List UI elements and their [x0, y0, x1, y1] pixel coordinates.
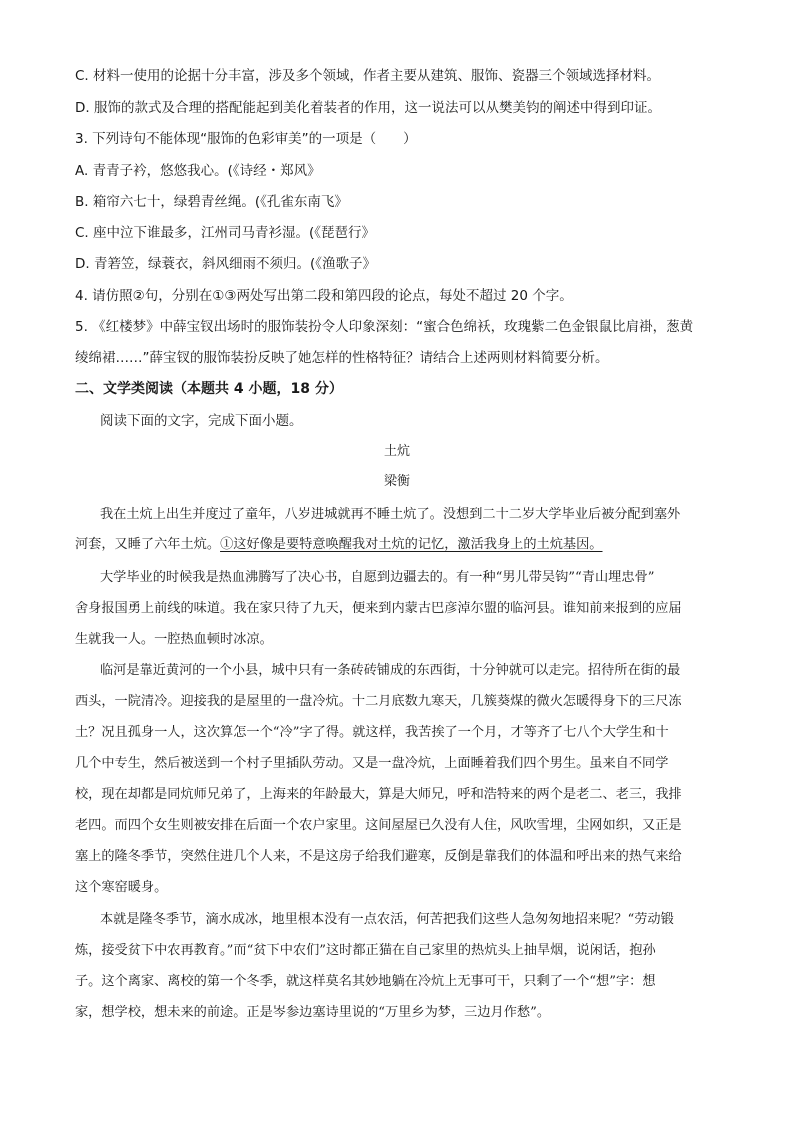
paragraph-3-line-5: 校，现在却都是同炕师兄弟了，上海来的年龄最大，算是大师兄，呼和浩特来的两个是老二、老三，我排	[75, 787, 682, 802]
underlined-sentence-1: ①这好像是要特意唤醒我对土炕的记忆，激活我身上的土炕基因。	[220, 537, 603, 552]
option-c: C. 材料一使用的论据十分丰富，涉及多个领域，作者主要从建筑、服饰、瓷器三个领域选择材料。	[75, 68, 661, 84]
paragraph-3-line-4: 几个中专生，然后被送到一个村子里插队劳动。又是一盘冷炕，上面睡着我们四个男生。虽来自不同学	[75, 756, 669, 771]
paragraph-3-line-6: 老四。而四个女生则被安排在后面一个农户家里。这间屋屋已久没有人住，风吹雪埋，尘网如织，又正是	[75, 818, 682, 833]
paragraph-4-line-3: 子。这个离家、离校的第一个冬季，就这样莫名其妙地躺在冷炕上无事可干，只剩了一个“想”字：想	[75, 974, 656, 989]
question-3-option-d: D. 青箬笠，绿蓑衣，斜风细雨不须归。(《渔歌子》	[75, 256, 376, 272]
question-5-line-2: 绫绵裙……”薛宝钗的服饰装扮反映了她怎样的性格特征？请结合上述两则材料简要分析。	[75, 350, 609, 366]
article-title: 土炕	[383, 444, 410, 459]
paragraph-4-line-1: 本就是隆冬季节，滴水成冰，地里根本没有一点农活，何苦把我们这些人急匆匆地招来呢？“劳动锻	[100, 912, 674, 927]
paragraph-4-line-2: 炼，接受贫下中农再教育。”而“贫下中农们”这时都正猫在自己家里的热炕头上抽旱烟，说闲话，抱孙	[75, 943, 656, 958]
option-d: D. 服饰的款式及合理的搭配能起到美化着装者的作用，这一说法可以从樊美钧的阐述中得到印证。	[75, 100, 661, 116]
article-author: 梁衡	[383, 474, 410, 489]
paragraph-3-line-8: 这个寒窑暖身。	[75, 880, 168, 895]
question-3: 3. 下列诗句不能体现“服饰的色彩审美”的一项是（ ）	[75, 131, 417, 147]
paragraph-1-line-2	[75, 535, 603, 555]
section-2-instruction: 阅读下面的文字，完成下面小题。	[100, 413, 303, 429]
question-3-option-b: B. 箱帘六七十，绿碧青丝绳。(《孔雀东南飞》	[75, 194, 348, 210]
question-5-line-1: 5. 《红楼梦》中薛宝钗出场时的服饰装扮令人印象深刻：“蜜合色绵袄，玫瑰紫二色金银鼠比肩褂，葱黄	[75, 319, 694, 335]
question-4: 4. 请仿照②句，分别在①③两处写出第二段和第四段的论点，每处不超过 20 个字。	[75, 288, 573, 304]
paragraph-3-line-2: 西头，一院清冷。迎接我的是屋里的一盘冷炕。十二月底数九寒天，几簇葵煤的微火怎暖得身下的三尺冻	[75, 694, 682, 709]
paragraph-3-line-7: 塞上的隆冬季节，突然住进几个人来，不是这房子给我们避寒，反倒是靠我们的体温和呼出来的热气来给	[75, 849, 682, 864]
question-3-option-c: C. 座中泣下谁最多，江州司马青衫湿。(《琵琶行》	[75, 225, 376, 241]
paragraph-3-line-1: 临河是靠近黄河的一个小县，城中只有一条砖砖铺成的东西街，十分钟就可以走完。招待所在街的最	[100, 663, 681, 678]
paragraph-3-line-3: 土？况且孤身一人，这次算怎一个“冷”字了得。就这样，我苦挨了一个月，才等齐了七八个大学生和十	[75, 725, 669, 740]
paragraph-1-line-1: 我在土炕上出生并度过了童年，八岁进城就再不睡土炕了。没想到二十二岁大学毕业后被分配到塞外	[100, 507, 681, 522]
paragraph-4-line-4: 家，想学校，想未来的前途。正是岑参边塞诗里说的“万里乡为梦，三边月作愁”。	[75, 1005, 551, 1020]
paragraph-2-line-3: 生就我一人。一腔热血顿时冰凉。	[75, 632, 273, 647]
paragraph-2-line-1: 大学毕业的时候我是热血沸腾写了决心书，自愿到边疆去的。有一种“男儿带吴钩”“青山埋忠骨”	[100, 570, 655, 585]
paragraph-2-line-2: 舍身报国勇上前线的味道。我在家只待了九天，便来到内蒙古巴彦淖尔盟的临河县。谁知前来报到的应届	[75, 601, 682, 616]
section-2-heading: 二、文学类阅读（本题共 4 小题，18 分）	[75, 381, 343, 397]
question-3-option-a: A. 青青子衿，悠悠我心。(《诗经・郑风》	[75, 163, 321, 179]
paragraph-1-text: 河套，又睡了六年土炕。	[75, 537, 221, 552]
